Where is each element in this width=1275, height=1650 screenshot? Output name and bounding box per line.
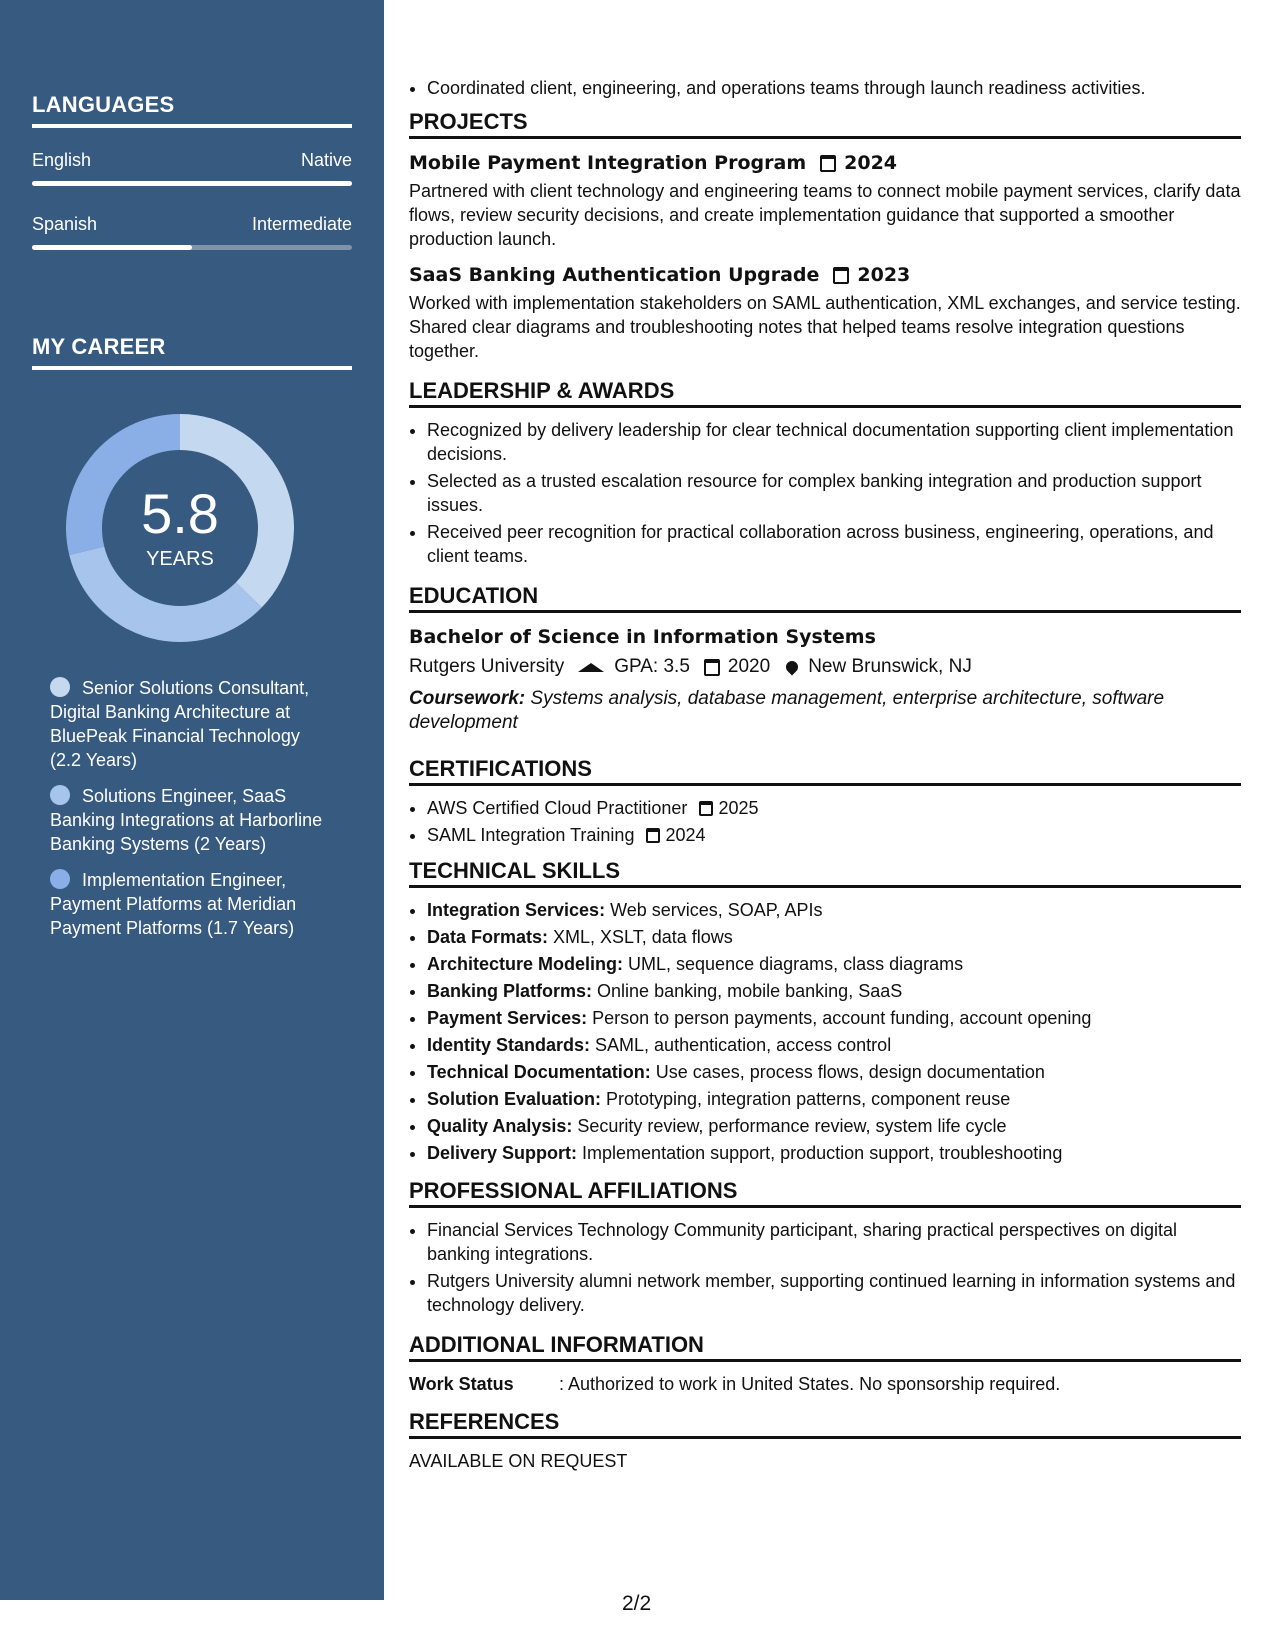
certifications-list xyxy=(409,796,1241,847)
graduation-cap-icon xyxy=(578,663,604,672)
language-level-bar xyxy=(32,181,352,186)
language-item xyxy=(32,150,352,186)
work-status-value: : Authorized to work in United States. No sponsorship required. xyxy=(559,1374,1061,1394)
skill-item xyxy=(427,1114,1241,1138)
project-description: Worked with implementation stakeholders on SAML authentication, XML exchanges, and service testing. Shared clear diagrams and troubleshooting notes that helped teams resolve integration questions together. xyxy=(409,293,1241,361)
certification-year: 2025 xyxy=(718,798,759,818)
certification-item xyxy=(427,796,1241,820)
legend-dot-icon xyxy=(50,785,70,805)
skill-item xyxy=(427,1087,1241,1111)
career-donut-chart xyxy=(66,414,294,642)
project-name: Mobile Payment Integration Program xyxy=(409,152,807,174)
references-text: AVAILABLE ON REQUEST xyxy=(409,1451,628,1471)
coursework-text: Systems analysis, database management, enterprise architecture, software development xyxy=(409,688,1165,733)
skill-category: Integration Services: xyxy=(427,900,606,920)
work-status-row xyxy=(409,1372,1241,1396)
skill-category: Solution Evaluation: xyxy=(427,1089,601,1109)
calendar-icon xyxy=(699,801,713,816)
bullet-item: • Received peer recognition for practical collaboration across business, engineering, operations, and client teams. xyxy=(427,520,1241,568)
skill-category: Data Formats: xyxy=(427,927,549,947)
skill-values: Web services, SOAP, APIs xyxy=(605,900,823,920)
skill-item xyxy=(427,898,1241,922)
bullet-item: • Selected as a trusted escalation resource for complex banking integration and production support issues. xyxy=(427,469,1241,517)
project-year: 2023 xyxy=(857,264,911,286)
career-role: Implementation Engineer, Payment Platforms at Meridian Payment Platforms (1.7 Years) xyxy=(50,870,297,938)
projects-heading: PROJECTS xyxy=(409,110,1241,139)
skill-values: Online banking, mobile banking, SaaS xyxy=(592,981,903,1001)
bullet-item: • Rutgers University alumni network member, supporting continued learning in information systems and technology delivery. xyxy=(427,1269,1241,1317)
certifications-heading: CERTIFICATIONS xyxy=(409,757,1241,786)
skill-category: Technical Documentation: xyxy=(427,1062,651,1082)
main-content xyxy=(409,76,1241,1473)
language-level-fill xyxy=(32,245,192,250)
certification-year: 2024 xyxy=(665,825,706,845)
graduation-year: 2020 xyxy=(727,656,771,677)
affiliations-heading: PROFESSIONAL AFFILIATIONS xyxy=(409,1179,1241,1208)
certification-name: SAML Integration Training xyxy=(427,825,635,845)
career-item xyxy=(50,868,330,940)
leadership-list xyxy=(409,418,1241,568)
language-name: Spanish xyxy=(32,214,98,234)
certification-item xyxy=(427,823,1241,847)
project-description: Partnered with client technology and engineering teams to connect mobile payment services, clarify data flows, review security decisions, and create implementation guidance that supported a smoother production launch. xyxy=(409,181,1241,249)
project-year: 2024 xyxy=(844,152,898,174)
calendar-icon xyxy=(833,267,849,284)
skill-values: Security review, performance review, system life cycle xyxy=(572,1116,1007,1136)
career-section xyxy=(32,334,352,370)
project-item xyxy=(409,151,1241,251)
leadership-heading: LEADERSHIP & AWARDS xyxy=(409,379,1241,408)
coursework xyxy=(409,687,1241,735)
skill-category: Banking Platforms: xyxy=(427,981,593,1001)
skill-item xyxy=(427,1060,1241,1084)
skill-category: Delivery Support: xyxy=(427,1143,578,1163)
skill-values: Implementation support, production support, troubleshooting xyxy=(577,1143,1063,1163)
skill-category: Payment Services: xyxy=(427,1008,588,1028)
additional-info-heading: ADDITIONAL INFORMATION xyxy=(409,1333,1241,1362)
skill-values: UML, sequence diagrams, class diagrams xyxy=(623,954,964,974)
career-item xyxy=(50,784,330,856)
calendar-icon xyxy=(646,828,660,843)
gpa: GPA: 3.5 xyxy=(614,656,690,677)
location-pin-icon xyxy=(784,659,801,676)
legend-dot-icon xyxy=(50,869,70,889)
career-title: MY CAREER xyxy=(32,334,352,370)
skill-values: Use cases, process flows, design documentation xyxy=(650,1062,1045,1082)
education-heading: EDUCATION xyxy=(409,584,1241,613)
project-item xyxy=(409,263,1241,363)
skills-list xyxy=(409,898,1241,1165)
skill-item xyxy=(427,925,1241,949)
skill-category: Architecture Modeling: xyxy=(427,954,624,974)
career-role: Senior Solutions Consultant, Digital Banking Architecture at BluePeak Financial Technology (2.2 Years) xyxy=(50,678,310,770)
skill-item xyxy=(427,1033,1241,1057)
languages-title: LANGUAGES xyxy=(32,92,352,128)
language-level: Intermediate xyxy=(251,214,352,234)
work-status-label: Work Status xyxy=(409,1374,514,1394)
skill-category: Identity Standards: xyxy=(427,1035,591,1055)
bullet-item: • Recognized by delivery leadership for clear technical documentation supporting client implementation decisions. xyxy=(427,418,1241,466)
bullet-item: • Coordinated client, engineering, and operations teams through launch readiness activities. xyxy=(427,76,1241,100)
languages-section xyxy=(32,92,352,250)
coursework-label: Coursework: xyxy=(409,688,526,709)
skill-values: Person to person payments, account funding, account opening xyxy=(587,1008,1092,1028)
skill-values: SAML, authentication, access control xyxy=(590,1035,892,1055)
career-item xyxy=(50,676,330,772)
skills-heading: TECHNICAL SKILLS xyxy=(409,859,1241,888)
language-level: Native xyxy=(300,150,352,170)
skill-item xyxy=(427,1006,1241,1030)
language-name: English xyxy=(32,150,92,170)
school-name: Rutgers University xyxy=(409,656,565,677)
affiliations-list xyxy=(409,1218,1241,1317)
career-list xyxy=(50,676,330,952)
calendar-icon xyxy=(820,155,836,172)
school-location: New Brunswick, NJ xyxy=(808,656,972,677)
skill-category: Quality Analysis: xyxy=(427,1116,573,1136)
career-years-unit: YEARS xyxy=(146,547,214,570)
degree-title: Bachelor of Science in Information Systems xyxy=(409,626,876,648)
career-total-years: 5.8 xyxy=(141,481,219,545)
certification-name: AWS Certified Cloud Practitioner xyxy=(427,798,688,818)
language-level-fill xyxy=(32,181,352,186)
language-item xyxy=(32,214,352,250)
skill-values: XML, XSLT, data flows xyxy=(548,927,733,947)
page-number: 2/2 xyxy=(622,1592,652,1615)
language-level-bar xyxy=(32,245,352,250)
career-role: Solutions Engineer, SaaS Banking Integrations at Harborline Banking Systems (2 Years) xyxy=(50,786,323,854)
skill-item xyxy=(427,1141,1241,1165)
skill-item xyxy=(427,979,1241,1003)
references-heading: REFERENCES xyxy=(409,1410,1241,1439)
calendar-icon xyxy=(704,659,720,676)
skill-values: Prototyping, integration patterns, component reuse xyxy=(601,1089,1011,1109)
skill-item xyxy=(427,952,1241,976)
education-details xyxy=(409,655,1241,679)
sidebar xyxy=(0,0,384,1600)
project-name: SaaS Banking Authentication Upgrade xyxy=(409,264,820,286)
legend-dot-icon xyxy=(50,677,70,697)
experience-bullets xyxy=(409,76,1241,100)
bullet-item: • Financial Services Technology Community participant, sharing practical perspectives on digital banking integrations. xyxy=(427,1218,1241,1266)
